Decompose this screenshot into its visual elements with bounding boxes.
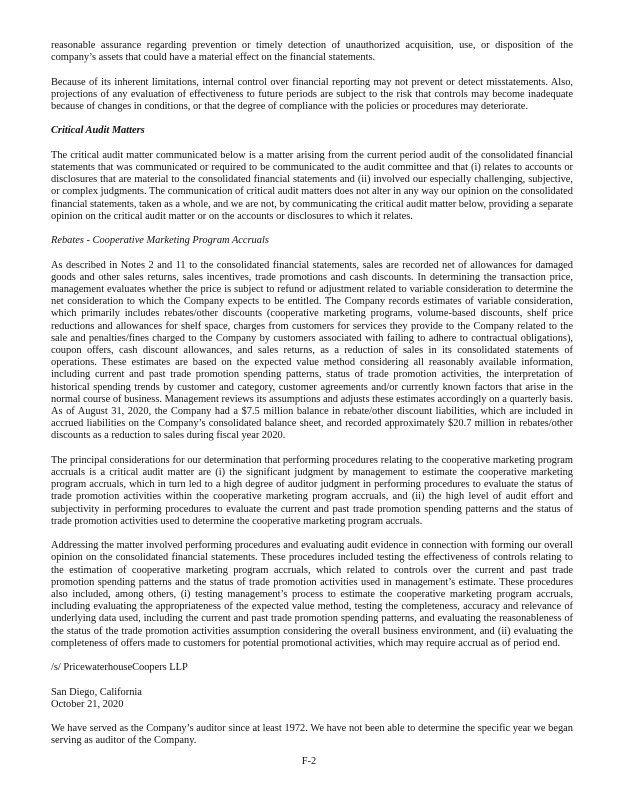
paragraph-rebates-description: As described in Notes 2 and 11 to the consolidated financial statements, sales are recorded net of allowances for damaged goods and other sales returns, sales incentives, trade promotions and cash discounts. In determining the transaction price, management evaluates whether the price is subject to refund or adjustment related to variable consideration to determine the net consideration to which the Company expects to be entitled. The Company records estimates of variable consideration, which primarily includes rebates/other discounts (cooperative marketing programs, volume-based discounts, shelf price reductions and allowances for shelf space, charges from customers for services they provide to the Company related to the sale and penalties/fines charged to the Company by customers associated with failing to adhere to contractual obligations), coupon offers, cash discount allowances, and sales returns, as a reduction of sales in its consolidated statements of operations. These estimates are based on the expected value method considering all reasonably available information, including current and past trade promotion spending patterns, status of trade promotion activities, the interpretation of historical spending trends by customer and category, customer agreements and/or currently known factors that arise in the normal course of business. Management reviews its assumptions and adjusts these estimates accordingly on a quarterly basis. As of August 31, 2020, the Company had a $7.5 million balance in rebate/other discount liabilities, which are included in accrued liabilities on the Company’s consolidated balance sheet, and recorded approximately $20.7 million in rebates/other discounts as a reduction to sales during fiscal year 2020. xyxy=(51,259,573,442)
auditor-signature: /s/ PricewaterhouseCoopers LLP xyxy=(51,662,188,674)
document-body xyxy=(51,40,573,760)
paragraph-principal-considerations: The principal considerations for our determination that performing procedures relating to the cooperative marketing program accruals is a critical audit matter are (i) the significant judgment by management to estimate the cooperative marketing program accruals, which in turn led to a high degree of auditor judgment in performing procedures to evaluate the status of trade promotion activities within the cooperative marketing program accruals, and (ii) the high level of audit effort and subjectivity in performing procedures to evaluate the current and past trade promotion spending patterns and the status of trade promotion activities used to determine the cooperative marketing program accruals. xyxy=(51,454,573,527)
page-number: F-2 xyxy=(301,756,317,767)
signature-location: San Diego, California xyxy=(51,686,142,698)
paragraph-addressing-the-matter: Addressing the matter involved performing procedures and evaluating audit evidence in connection with forming our overall opinion on the consolidated financial statements. These procedures included testing the effectiveness of controls relating to the estimation of cooperative marketing program accruals, which related to controls over the current and past trade promotion spending patterns and the status of trade promotion activities used in management’s estimate. These procedures also included, among others, (i) testing management’s process to estimate the cooperative marketing program accruals, including evaluating the appropriateness of the expected value method, testing the completeness, accuracy and relevance of underlying data used, including the current and past trade promotion spending patterns, and evaluating the reasonableness of the status of the trade promotion activities assumption considering the overall business environment, and (ii) evaluating the completeness of offers made to customers for potential promotional activities, which may require accrual as of period end. xyxy=(51,540,573,649)
paragraph-internal-control-definition: reasonable assurance regarding prevention or timely detection of unauthorized acquisition, use, or disposition of the company’s assets that could have a material effect on the financial statements. xyxy=(51,40,573,64)
paragraph-critical-audit-matter-intro: The critical audit matter communicated below is a matter arising from the current period audit of the consolidated financial statements that was communicated or required to be communicated to the audit committee and that (i) relates to accounts or disclosures that are material to the consolidated financial statements and (ii) involved our especially challenging, subjective, or complex judgments. The communication of critical audit matters does not alter in any way our opinion on the consolidated financial statements, taken as a whole, and we are not, by communicating the critical audit matter below, providing a separate opinion on the critical audit matter or on the accounts or disclosures to which it relates. xyxy=(51,149,573,222)
paragraph-auditor-tenure: We have served as the Company’s auditor since at least 1972. We have not been able to determine the specific year we began serving as auditor of the Company. xyxy=(51,723,573,747)
subheading-rebates: Rebates - Cooperative Marketing Program Accruals xyxy=(51,235,269,247)
heading-critical-audit-matters: Critical Audit Matters xyxy=(51,125,145,137)
paragraph-inherent-limitations: Because of its inherent limitations, internal control over financial reporting may not prevent or detect misstatements. Also, projections of any evaluation of effectiveness to future periods are subject to the risk that controls may become inadequate because of changes in conditions, or that the degree of compliance with the policies or procedures may deteriorate. xyxy=(51,76,573,112)
signature-date: October 21, 2020 xyxy=(51,698,124,710)
